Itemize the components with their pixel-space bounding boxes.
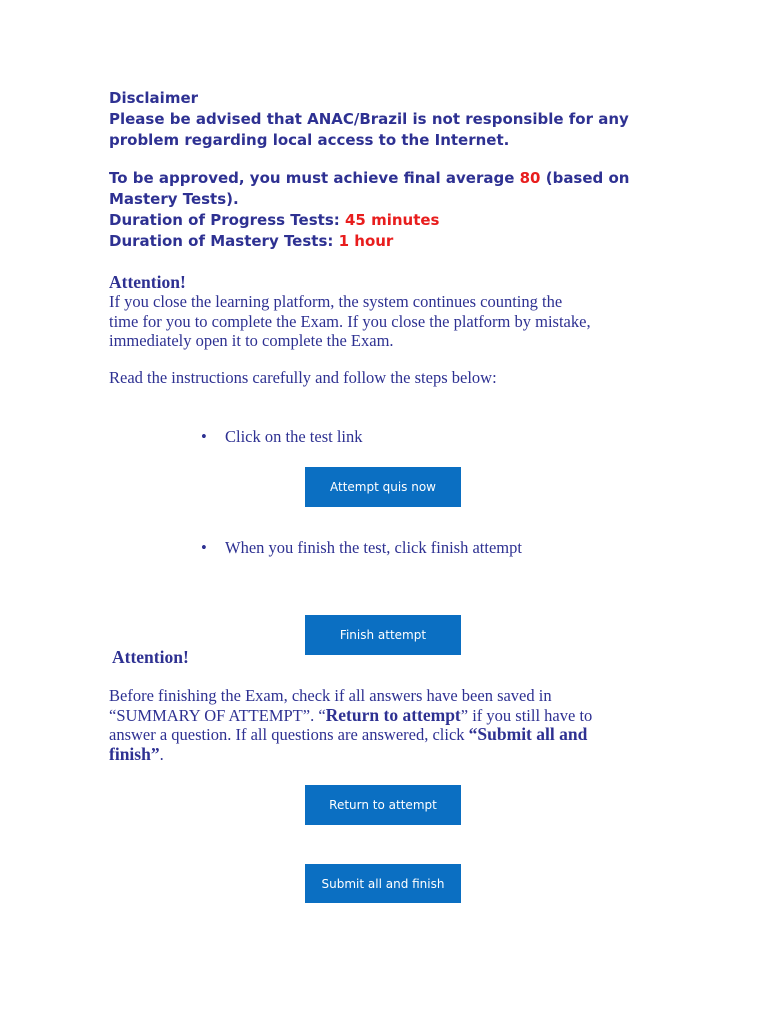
disclaimer-line-1: Please be advised that ANAC/Brazil is not responsible for any [109, 110, 629, 128]
disclaimer-section [109, 88, 669, 151]
attention-1-line-1: If you close the learning platform, the system continues counting the [109, 292, 563, 311]
progress-duration [109, 210, 669, 231]
attention-section-2 [109, 686, 658, 764]
attention-title-1: Attention! [109, 272, 186, 292]
bullet-icon: • [201, 538, 207, 557]
summary-text: “SUMMARY OF ATTEMPT”. “ [109, 705, 326, 725]
approval-line-1 [109, 168, 669, 189]
answer-question-text: answer a question. If all questions are answered, click [109, 725, 469, 744]
submit-all-emphasis: “Submit all and [468, 724, 588, 744]
finish-emphasis: finish” [109, 743, 160, 764]
submit-all-and-finish-button[interactable]: Submit all and finish [305, 864, 461, 903]
attempt-quiz-button[interactable]: Attempt quis now [305, 467, 461, 507]
return-to-attempt-emphasis: Return to attempt [325, 704, 461, 725]
mastery-duration-label: Duration of Mastery Tests: [109, 232, 339, 250]
disclaimer-line-2: problem regarding local access to the Internet. [109, 131, 510, 149]
approval-line-2: Mastery Tests). [109, 190, 239, 208]
finish-attempt-button[interactable]: Finish attempt [305, 615, 461, 655]
mastery-duration [109, 231, 669, 252]
approval-score: 80 [519, 169, 541, 187]
progress-duration-label: Duration of Progress Tests: [109, 211, 345, 229]
approval-text-pre: To be approved, you must achieve final average [109, 169, 520, 187]
mastery-duration-value: 1 hour [338, 232, 394, 250]
attention-2-line-4 [109, 745, 658, 765]
bullet-icon: • [201, 427, 207, 446]
attention-1-line-2: time for you to complete the Exam. If you close the platform by mistake, [109, 311, 591, 331]
approval-text-post: (based on [540, 169, 630, 187]
approval-section [109, 168, 669, 252]
period-text: . [159, 744, 164, 764]
return-to-attempt-button[interactable]: Return to attempt [305, 785, 461, 825]
step-2 [201, 538, 522, 558]
progress-duration-value: 45 minutes [344, 211, 440, 229]
step-1 [201, 427, 363, 447]
attention-2-line-2 [109, 706, 658, 726]
disclaimer-title: Disclaimer [109, 89, 199, 107]
attention-title-2: Attention! [112, 647, 189, 667]
attention-section-1 [109, 272, 657, 351]
step-2-text: When you finish the test, click finish attempt [225, 538, 522, 557]
attention-2-line-3 [109, 725, 658, 745]
still-have-text: ” if you still have to [460, 705, 593, 725]
instructions-text: Read the instructions carefully and follow the steps below: [109, 368, 497, 387]
step-1-text: Click on the test link [225, 427, 363, 446]
attention-2-line-1: Before finishing the Exam, check if all answers have been saved in [109, 686, 552, 705]
attention-1-line-3: immediately open it to complete the Exam. [109, 331, 394, 350]
